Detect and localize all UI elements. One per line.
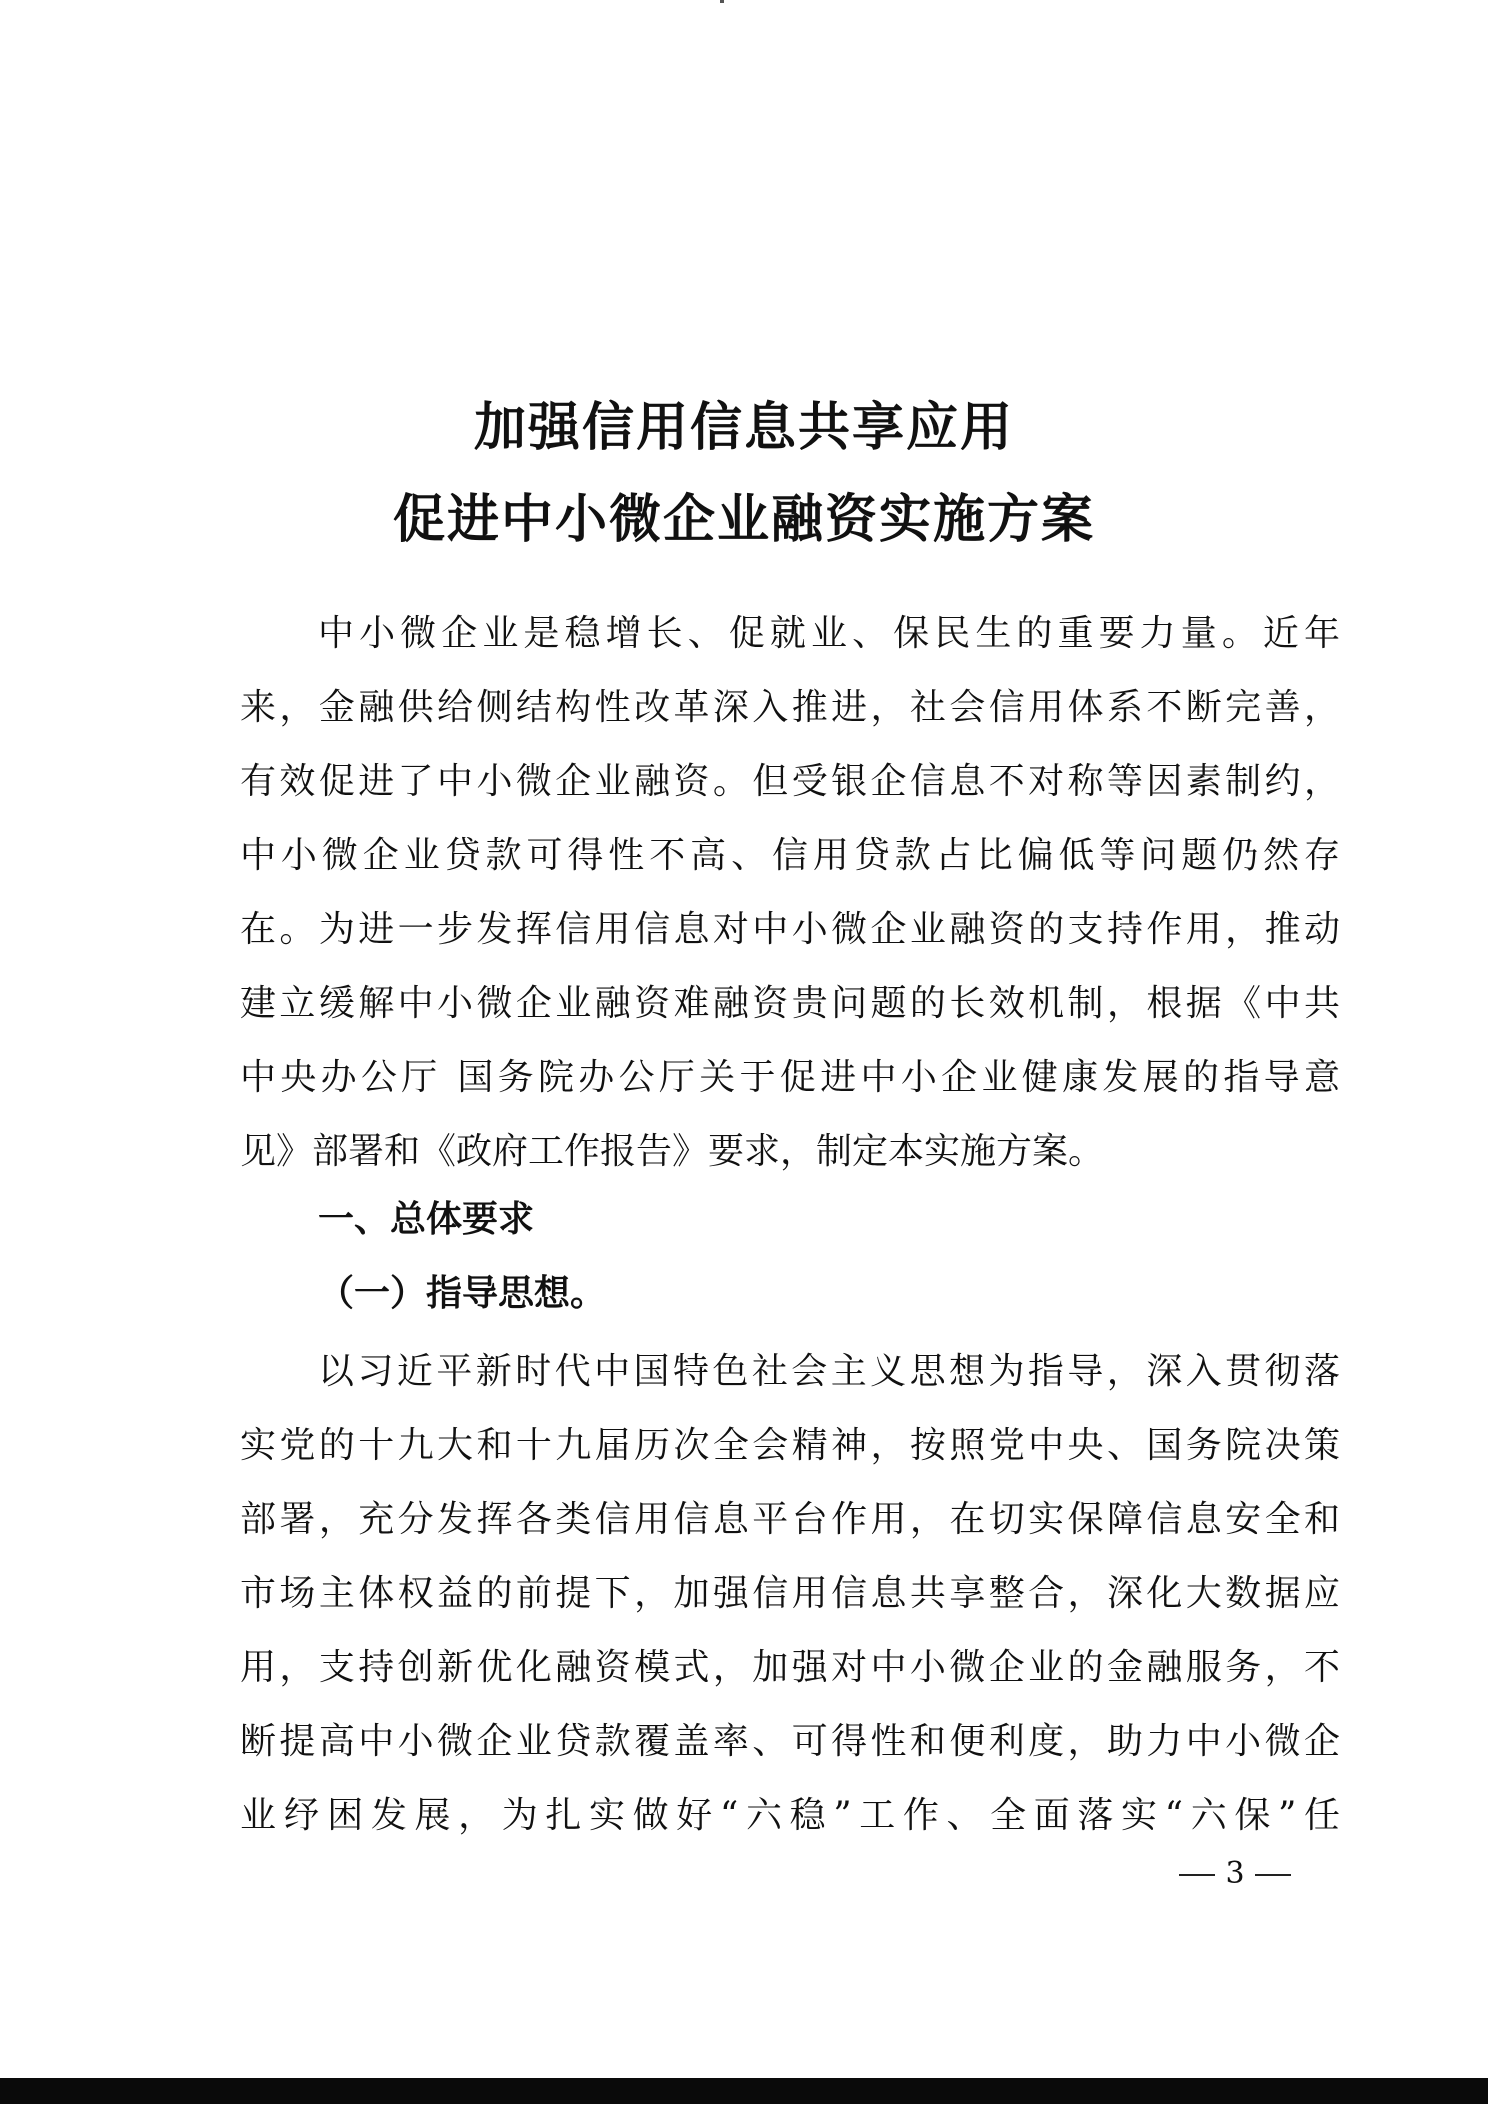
body-line-7: 业纾困发展，为扎实做好“六稳”工作、全面落实“六保”任 [240, 1795, 1340, 1836]
page-number-dash-right [1255, 1874, 1291, 1876]
intro-line-4: 中小微企业贷款可得性不高、信用贷款占比偏低等问题仍然存 [240, 835, 1340, 876]
body-line-6: 断提高中小微企业贷款覆盖率、可得性和便利度，助力中小微企 [240, 1721, 1340, 1762]
section-heading: 一、总体要求 [318, 1199, 535, 1240]
intro-line-8: 见》部署和《政府工作报告》要求，制定本实施方案。 [240, 1131, 1105, 1172]
document-title-line-1: 加强信用信息共享应用 [473, 397, 1014, 458]
intro-line-3: 有效促进了中小微企业融资。但受银企信息不对称等因素制约， [240, 761, 1340, 802]
intro-line-6: 建立缓解中小微企业融资难融资贵问题的长效机制，根据《中共 [240, 983, 1340, 1024]
intro-line-2: 来，金融供给侧结构性改革深入推进，社会信用体系不断完善， [240, 687, 1340, 728]
intro-line-7: 中央办公厅 国务院办公厅关于促进中小企业健康发展的指导意 [240, 1057, 1340, 1098]
page-number-dash-left [1179, 1874, 1215, 1876]
scan-border-bottom [0, 2078, 1488, 2104]
body-line-1: 以习近平新时代中国特色社会主义思想为指导，深入贯彻落 [318, 1351, 1340, 1392]
body-line-4: 市场主体权益的前提下，加强信用信息共享整合，深化大数据应 [240, 1573, 1340, 1614]
body-line-3: 部署，充分发挥各类信用信息平台作用，在切实保障信息安全和 [240, 1499, 1340, 1540]
intro-line-5: 在。为进一步发挥信用信息对中小微企业融资的支持作用，推动 [240, 909, 1340, 950]
document-title-line-2: 促进中小微企业融资实施方案 [392, 489, 1095, 550]
page-number-value: 3 [1225, 1856, 1245, 1891]
scan-mark [720, 0, 724, 3]
body-line-5: 用，支持创新优化融资模式，加强对中小微企业的金融服务，不 [240, 1647, 1340, 1688]
intro-line-1: 中小微企业是稳增长、促就业、保民生的重要力量。近年 [318, 613, 1340, 654]
body-line-2: 实党的十九大和十九届历次全会精神，按照党中央、国务院决策 [240, 1425, 1340, 1466]
page-number [1160, 1854, 1310, 1894]
subsection-heading: （一）指导思想。 [318, 1273, 607, 1314]
